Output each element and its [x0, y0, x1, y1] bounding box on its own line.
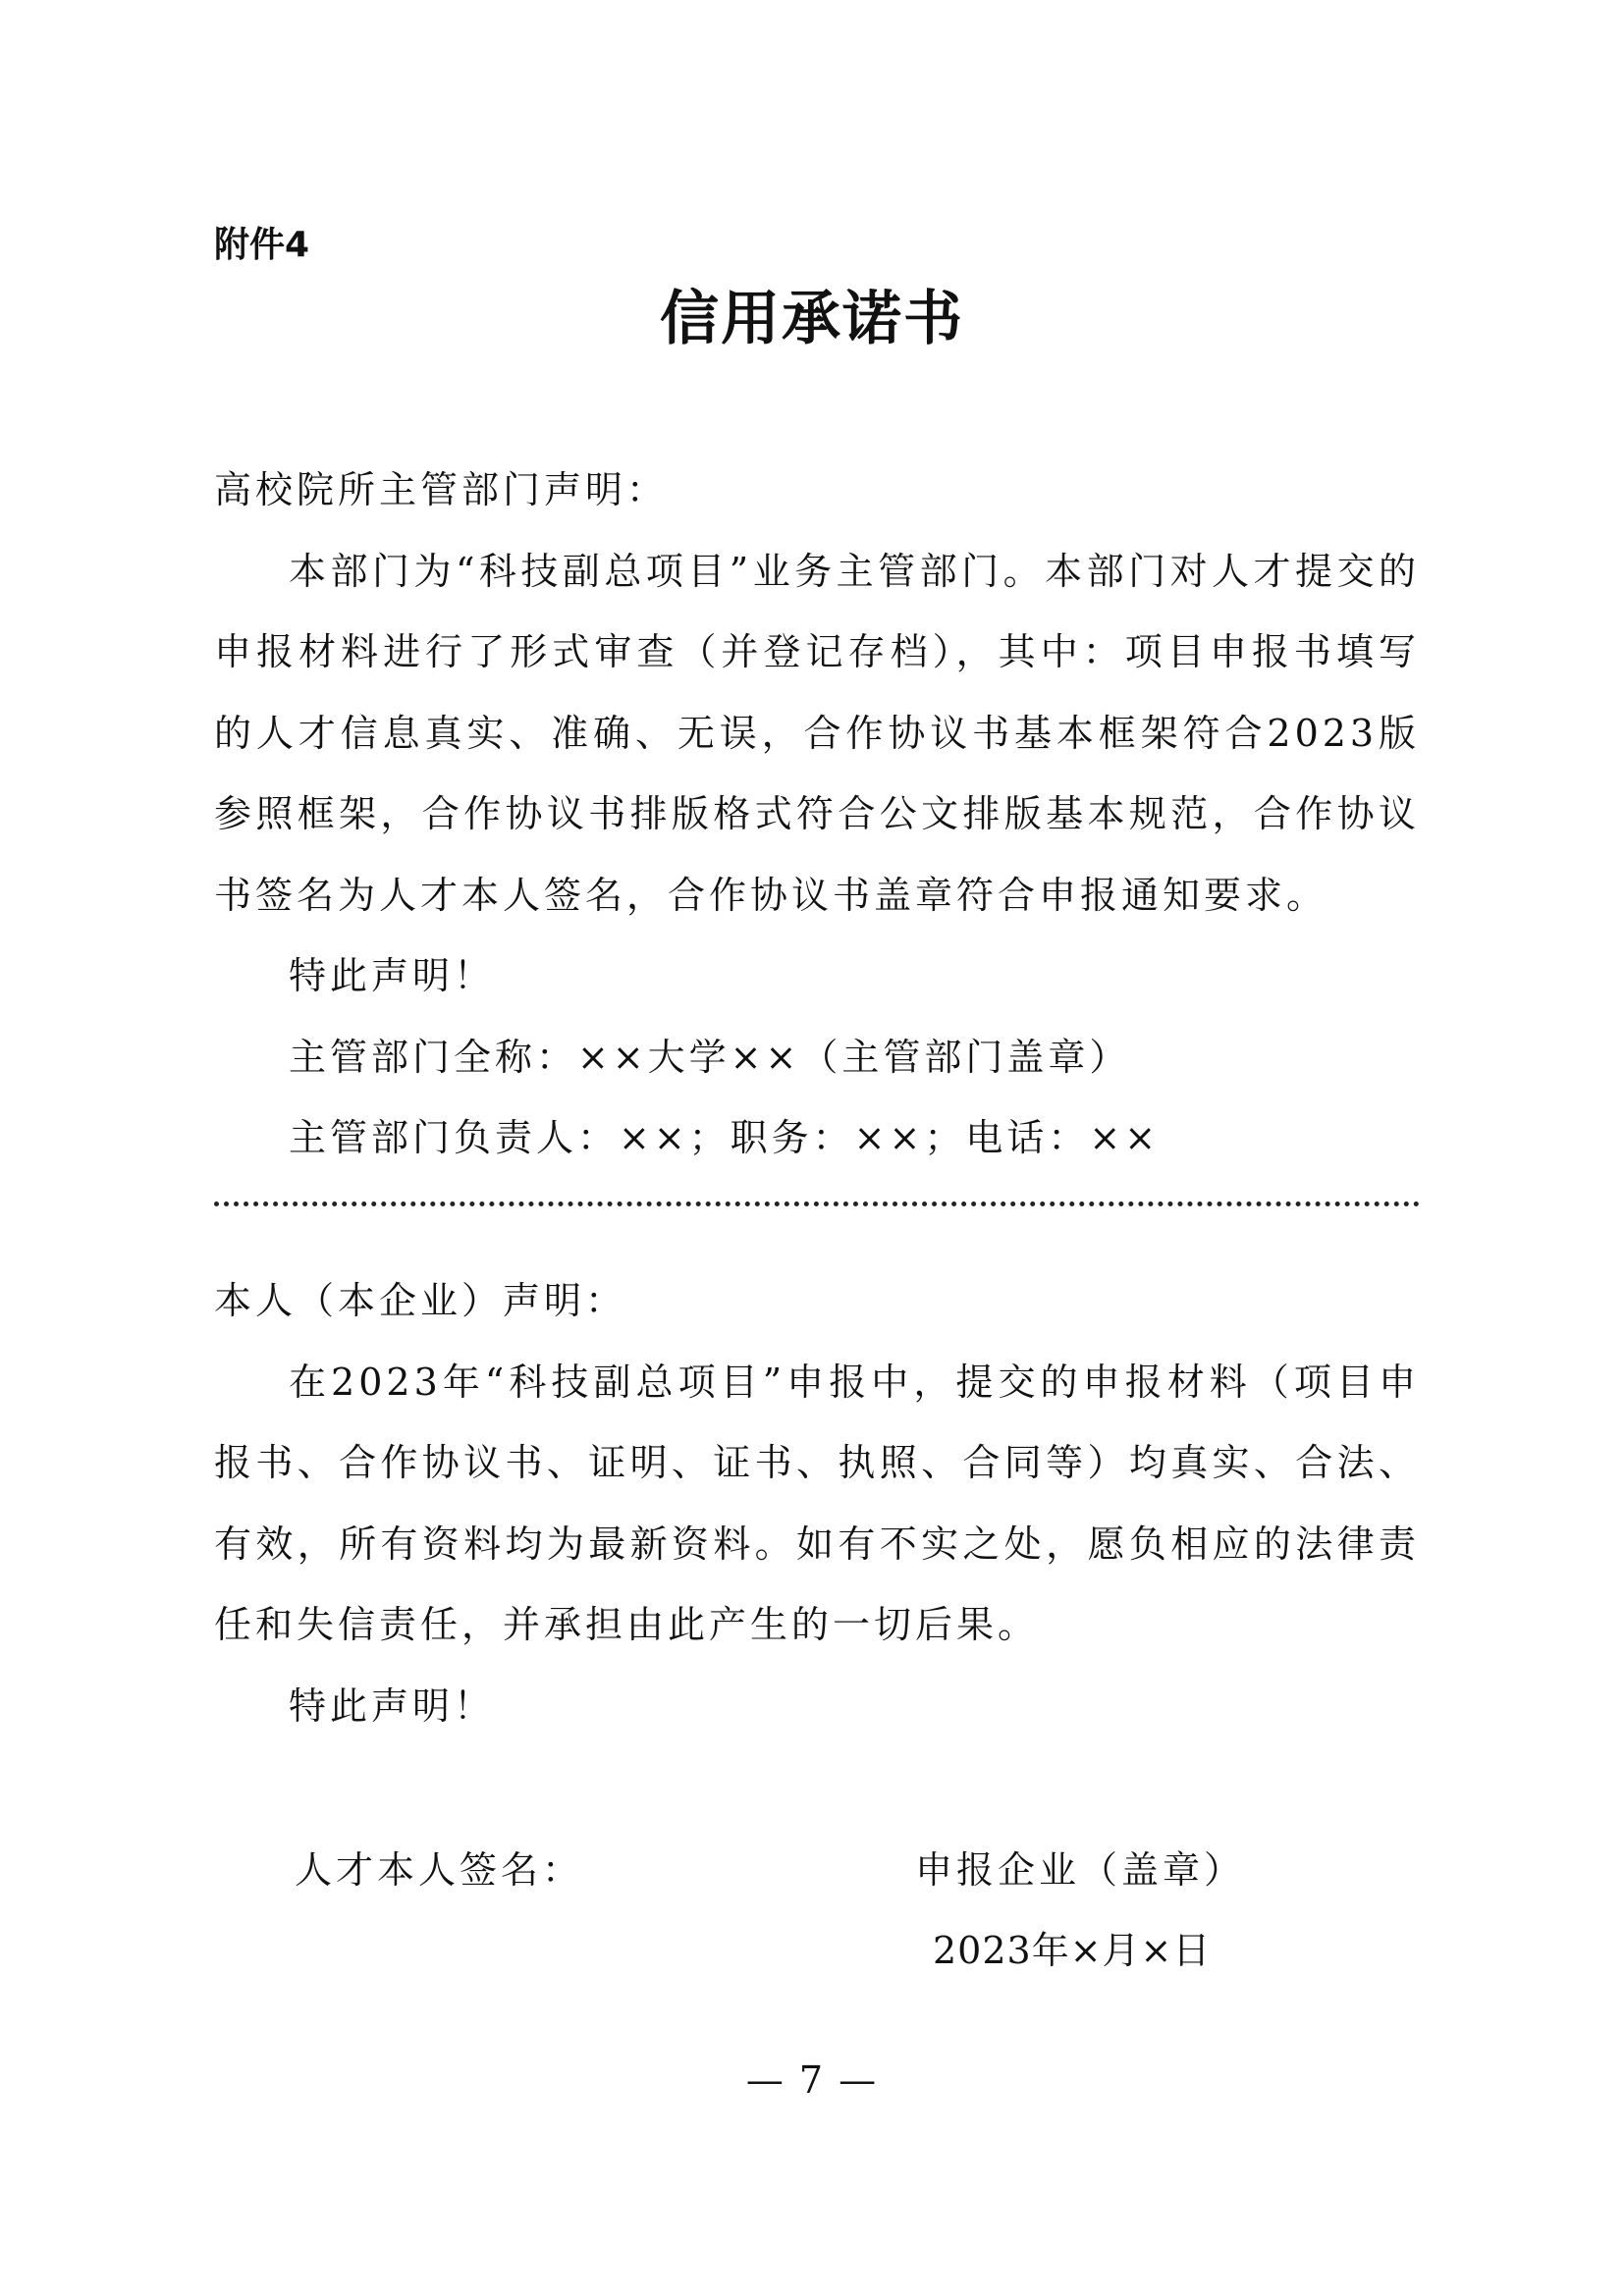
personal-statement-section [214, 1260, 1420, 1746]
attachment-label: 附件4 [214, 225, 310, 265]
talent-signature-label: 人才本人签名： [295, 1848, 584, 1892]
dotted-divider [214, 1201, 1420, 1206]
department-statement-section [214, 450, 1420, 1179]
page-number: — 7 — [745, 2058, 879, 2102]
personal-statement-heading: 本人（本企业）声明： [214, 1279, 627, 1322]
department-full-name-line: 主管部门全称：××大学××（主管部门盖章） [289, 1035, 1131, 1079]
department-responsible-line: 主管部门负责人：××；职务：××；电话：×× [289, 1116, 1161, 1159]
company-seal-label: 申报企业（盖章） [915, 1848, 1246, 1892]
document-title: 信用承诺书 [660, 285, 964, 353]
department-statement-heading: 高校院所主管部门声明： [214, 468, 669, 511]
personal-statement-body: 在2023年“科技副总项目”申报中，提交的申报材料（项目申报书、合作协议书、证明、证书、执照、合同等）均真实、合法、有效，所有资料均为最新资料。如有不实之处，愿负相应的法律责任和失信责任，并承担由此产生的一切后果。 [214, 1360, 1420, 1646]
personal-statement-closing: 特此声明！ [289, 1683, 496, 1728]
signature-date: 2023年×月×日 [933, 1929, 1212, 1972]
department-statement-body: 本部门为“科技副总项目”业务主管部门。本部门对人才提交的申报材料进行了形式审查（并登记存档），其中：项目申报书填写的人才信息真实、准确、无误，合作协议书基本框架符合2023版参照框架，合作协议书排版格式符合公文排版基本规范，合作协议书签名为人才本人签名，合作协议书盖章符合申报通知要求。 [214, 549, 1420, 917]
department-statement-closing: 特此声明！ [289, 954, 496, 997]
